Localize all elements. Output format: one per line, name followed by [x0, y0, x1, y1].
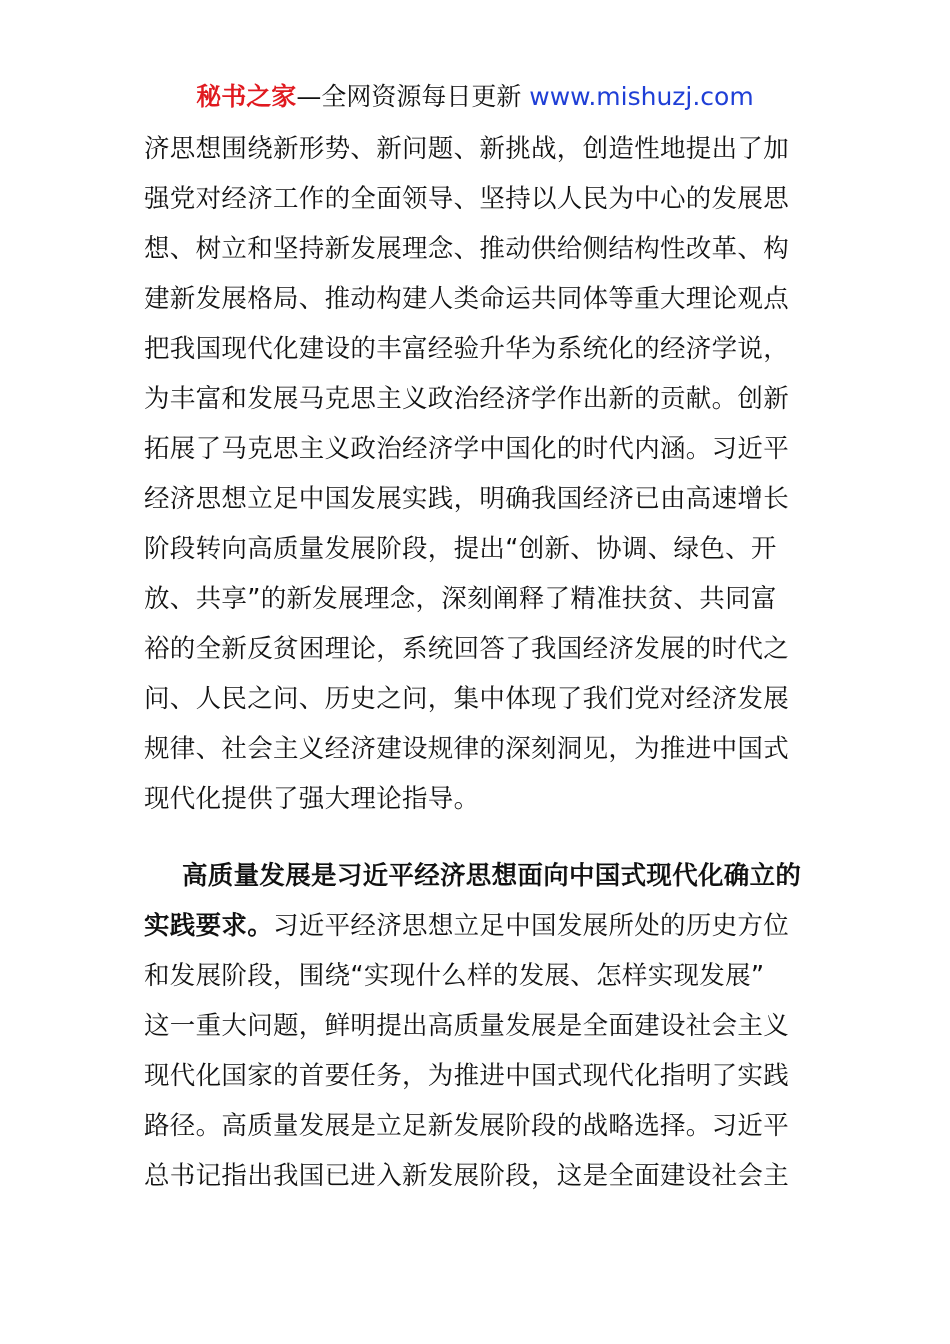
site-url[interactable]: www.mishuzj.com: [529, 82, 754, 111]
paragraph-line: 拓展了马克思主义政治经济学中国化的时代内涵。习近平: [144, 434, 790, 464]
paragraph-line: 路径。高质量发展是立足新发展阶段的战略选择。习近平: [144, 1111, 790, 1141]
paragraph-line: 为丰富和发展马克思主义政治经济学作出新的贡献。创新: [144, 384, 790, 414]
paragraph-1: [144, 124, 814, 824]
paragraph-line: [144, 901, 814, 951]
paragraph-spacer: [144, 824, 814, 851]
paragraph-line: 现代化国家的首要任务，为推进中国式现代化指明了实践: [144, 1061, 790, 1091]
paragraph-line-rest: 习近平经济思想立足中国发展所处的历史方位: [273, 911, 790, 941]
paragraph-line: 强党对经济工作的全面领导、坚持以人民为中心的发展思: [144, 184, 790, 214]
paragraph-heading: 高质量发展是习近平经济思想面向中国式现代化确立的: [182, 861, 802, 891]
document-body: [144, 124, 814, 1201]
paragraph-line: 经济思想立足中国发展实践，明确我国经济已由高速增长: [144, 484, 790, 514]
paragraph-line: 把我国现代化建设的丰富经验升华为系统化的经济学说，: [144, 334, 790, 364]
paragraph-line: 阶段转向高质量发展阶段，提出“创新、协调、绿色、开: [144, 534, 777, 564]
header-tagline: —全网资源每日更新: [296, 82, 522, 111]
paragraph-line: 和发展阶段，围绕“实现什么样的发展、怎样实现发展”: [144, 961, 765, 991]
paragraph-line: 总书记指出我国已进入新发展阶段，这是全面建设社会主: [144, 1161, 790, 1191]
paragraph-2: [144, 851, 814, 1201]
paragraph-line: 建新发展格局、推动构建人类命运共同体等重大理论观点: [144, 284, 790, 314]
paragraph-heading-end: 实践要求。: [144, 911, 274, 941]
paragraph-line: 规律、社会主义经济建设规律的深刻洞见，为推进中国式: [144, 734, 790, 764]
paragraph-line: 放、共享”的新发展理念，深刻阐释了精准扶贫、共同富: [144, 584, 777, 614]
paragraph-line: 现代化提供了强大理论指导。: [144, 784, 480, 814]
paragraph-line: 裕的全新反贫困理论，系统回答了我国经济发展的时代之: [144, 634, 790, 664]
paragraph-line: 济思想围绕新形势、新问题、新挑战，创造性地提出了加: [144, 134, 790, 164]
brand-name: 秘书之家: [196, 82, 297, 111]
paragraph-line: 问、人民之问、历史之问，集中体现了我们党对经济发展: [144, 684, 790, 714]
page-header: [0, 80, 950, 114]
paragraph-line: 这一重大问题，鲜明提出高质量发展是全面建设社会主义: [144, 1011, 790, 1041]
paragraph-line: 想、树立和坚持新发展理念、推动供给侧结构性改革、构: [144, 234, 790, 264]
